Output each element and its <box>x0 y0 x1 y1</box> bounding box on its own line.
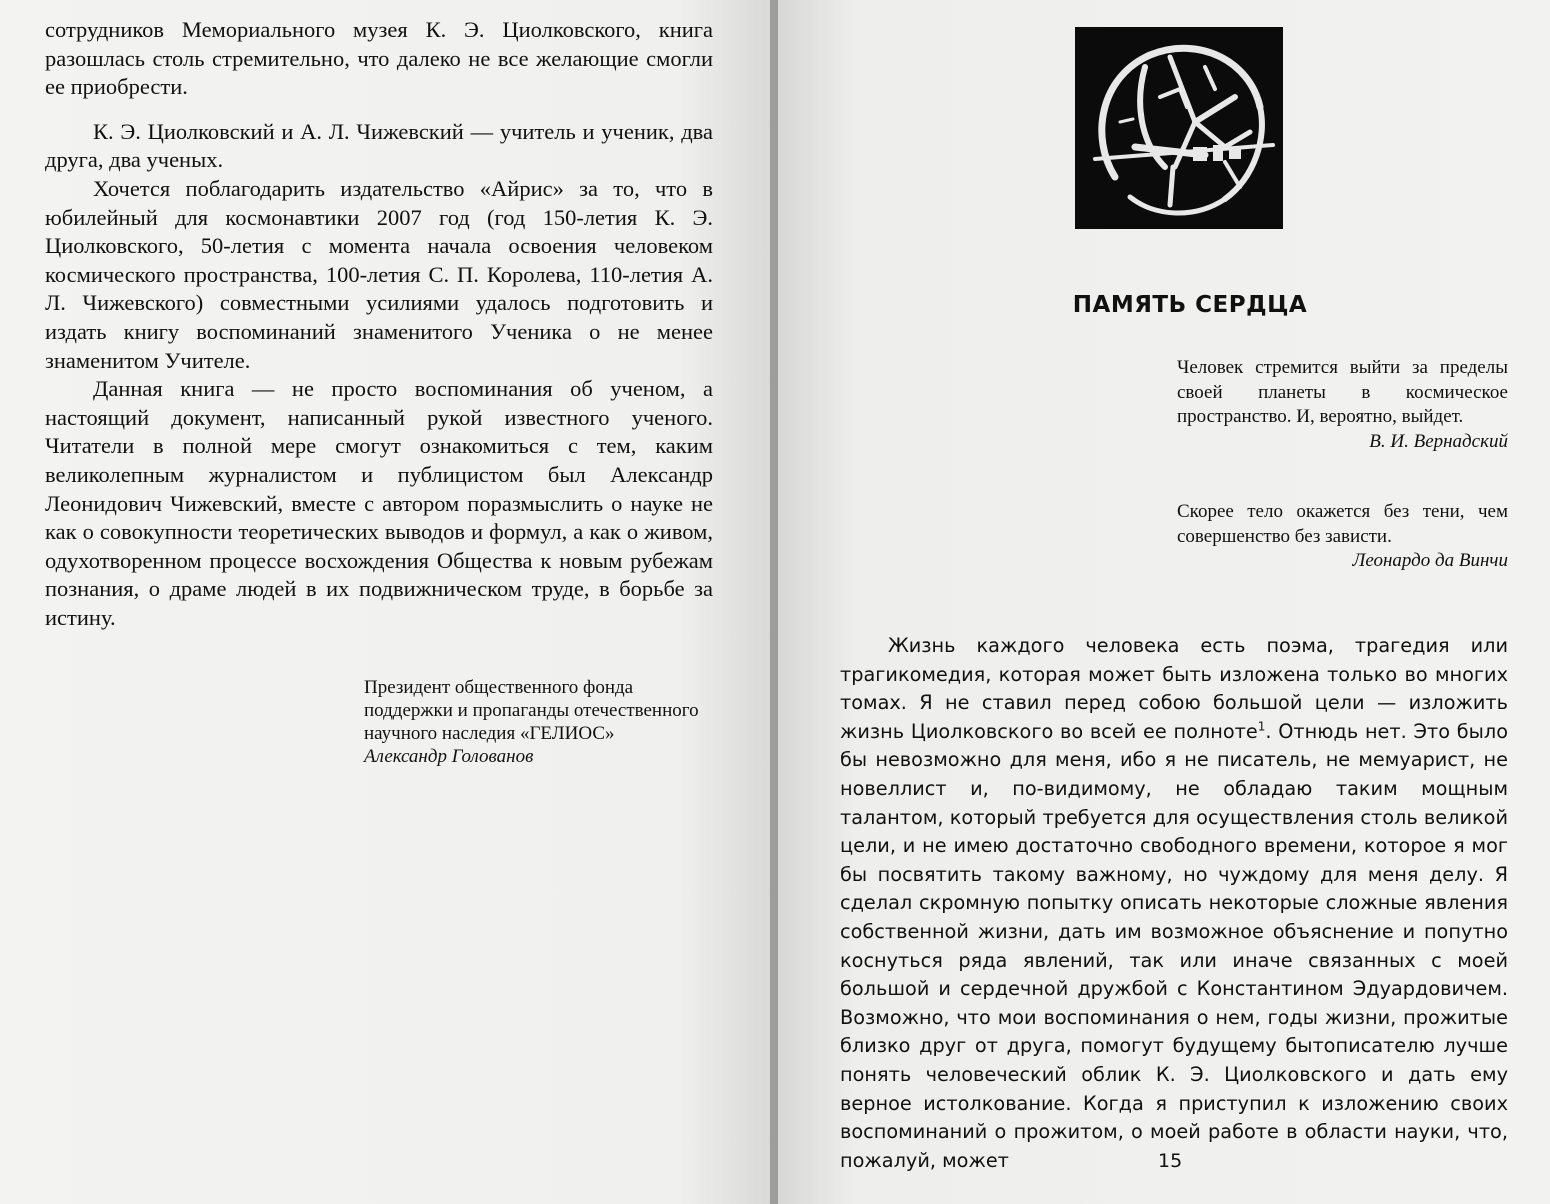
body-text-continued: . Отнюдь нет. Это было бы невозможно для меня, ибо я не писатель, не мемуарист, не новеллист и, по-видимому, не обладаю таким мощным талантом, который требуется для осуществления столь великой цели, и не имею достаточно свободного времени, которое я мог бы посвятить такому важному, но чуждому для меня делу. Я сделал скромную попытку описать некоторые сложные явления собственной жизни, дать им возможное объяснение и попутно коснуться ряда явлений, так или иначе связанных с моей большой и сердечной дружбой с Константином Эдуардовичем. Возможно, что мои воспоминания о нем, годы жизни, прожитые близко друг от друга, помогут будущему бытописателю лучше понять человеческий облик К. Э. Циолковского и дать ему верное истолкование. Когда я приступил к изложению своих воспоминаний о прожитом, о моей работе в области науки, что, пожалуй, может <box>840 719 1508 1172</box>
epigraph-text: Человек стремится выйти за пределы своей планеты в космическое пространство. И, вероятно, выйдет. <box>1177 357 1508 427</box>
body-text-start: Жизнь каждого человека есть поэма, трагедия или трагикомедия, которая может быть изложена только во многих томах. Я не ставил перед собою большой цели — изложить жизнь Циолковского во всей ее полноте <box>840 634 1508 743</box>
paragraph-thanks: Хочется поблагодарить издательство «Айрис» за то, что в юбилейный для космонавтики 2007 год (год 150-летия К. Э. Циолковского, 50-летия с момента начала освоения человеком космического пространства, 100-летия С. П. Королева, 110-летия А. Л. Чижевского) совместными усилиями удалось подготовить и издать книгу воспоминаний знаменитого Ученика о не менее знаменитом Учителе. <box>45 175 713 373</box>
epigraph-da-vinci <box>1177 500 1508 574</box>
epigraph-text: Скорее тело окажется без тени, чем совершенство без зависти. <box>1177 501 1508 547</box>
chapter-paragraph <box>840 632 1508 1175</box>
chapter-emblem-image <box>1075 27 1283 229</box>
signature-block <box>364 676 714 768</box>
chapter-body-text <box>840 632 1508 1175</box>
paragraph-about-book: Данная книга — не просто воспоминания об ученом, а настоящий документ, написанный рукой известного ученого. Читатели в полной мере смогут ознакомиться с тем, каким великолепным журналистом и публицистом был Александр Леонидович Чижевский, вместе с автором поразмыслить о науке не как о совокупности теоретических выводов и формул, а как о живом, одухотворенном процессе восхождения Общества к новым рубежам познания, о драме людей в их подвижническом труде, в борьбе за истину. <box>45 376 713 630</box>
epigraph-author: Леонардо да Винчи <box>1352 550 1508 571</box>
paragraph-teacher-student: К. Э. Циолковский и А. Л. Чижевский — учитель и ученик, два друга, два ученых. <box>45 118 713 173</box>
epigraph-vernadsky <box>1177 356 1508 454</box>
epigraph-author: В. И. Вернадский <box>1369 430 1508 452</box>
left-page <box>0 0 770 1204</box>
paragraph-continuation: сотрудников Мемориального музея К. Э. Циолковского, книга разошлась столь стремительно, что далеко не все желающие смогли ее приобрести. <box>45 17 713 100</box>
chapter-title: ПАМЯТЬ СЕРДЦА <box>1072 292 1308 318</box>
left-page-text <box>45 16 713 632</box>
book-gutter <box>770 0 778 1204</box>
signature-name: Александр Голованов <box>364 746 534 767</box>
page-number: 15 <box>1158 1150 1183 1172</box>
signature-position: Президент общественного фонда поддержки и пропаганды отечественного научного наследия «ГЕЛИОС» <box>364 677 699 744</box>
emblem-drawing <box>1075 27 1283 229</box>
footnote-marker[interactable]: 1 <box>1257 719 1266 734</box>
